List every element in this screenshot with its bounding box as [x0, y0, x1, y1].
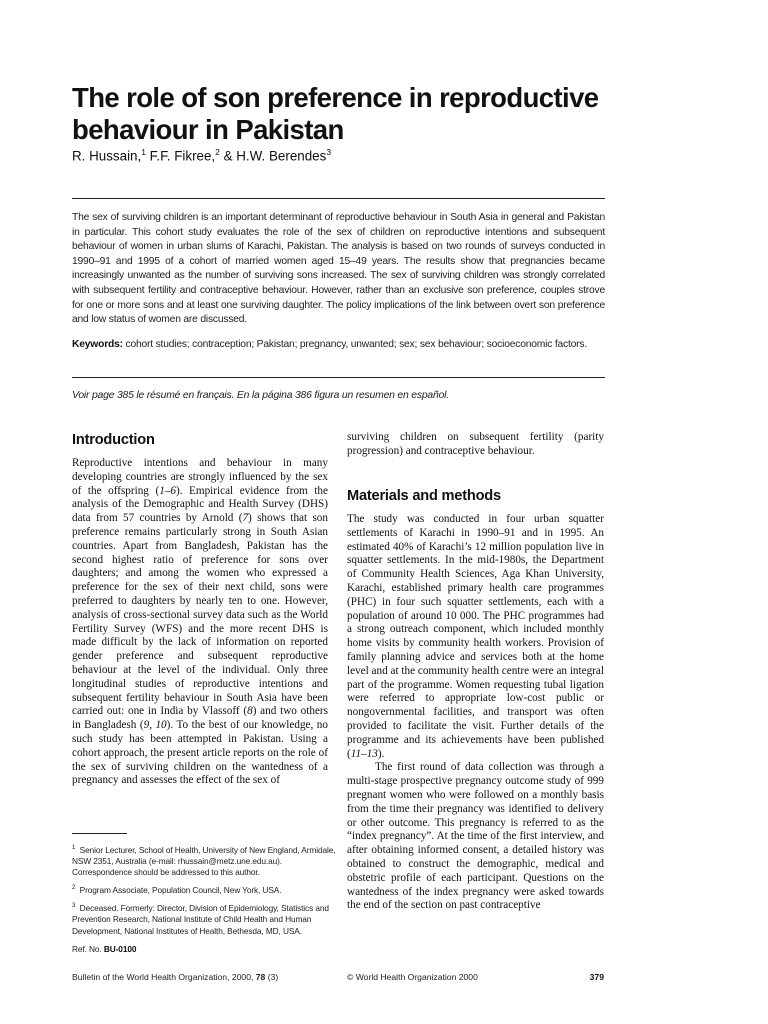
footnote-text: Program Associate, Population Council, New York, USA. [79, 885, 282, 896]
footer-issue: (3) [267, 972, 279, 982]
citation-ref: 7 [242, 512, 249, 525]
author-affiliation-marker: 3 [326, 147, 332, 157]
keywords-label: Keywords: [72, 339, 123, 350]
author-affiliation-marker: 2 [215, 147, 220, 157]
page-number: 379 [589, 972, 604, 982]
methods-paragraph: The first round of data collection was through a multi-stage prospective pregnancy outcome study of 999 pregnant women who were followed on a monthly basis from the time their pregnancy was identified to delivery or other outcome. This pregnancy is referred to as the “index pregnancy”. At the time of the first interview, and after obtaining informed consent, a detailed history was obtained to construct the demographic, medical and obstetric profile of each participant. Questions on the wantedness of the index pregnancy were asked towards the end of the section on past contraceptive [347, 761, 604, 912]
introduction-continuation: surviving children on subsequent fertility (parity progression) and contraceptive behaviour. [347, 431, 604, 457]
footer-copyright: © World Health Organization 2000 [347, 972, 478, 982]
footnote-number: 2 [72, 885, 76, 892]
reference-number [72, 944, 338, 955]
footer-journal-name: Bulletin of the World Health Organization, 2000, [72, 972, 254, 982]
footnote-number: 3 [72, 903, 76, 910]
introduction-heading: Introduction [72, 432, 155, 448]
footnote-divider [72, 833, 127, 834]
footnote-text: Deceased. Formerly: Director, Division of Epidemiology, Statistics and Prevention Research, National Institute of Child Health and Human Development, National Institutes of Health, Bethesda, MD, USA. [72, 903, 329, 936]
methods-heading: Materials and methods [347, 488, 501, 504]
methods-paragraph: The study was conducted in four urban squatter settlements of Karachi in 1990–91 and in 1995. An estimated 40% of Karachi’s 12 million population live in squatter settlements. In the mid-1980s, the Department of Community Health Sciences, Aga Khan University, Karachi, established primary health care programmes (PHC) in four such squatter settlements, each with a population of around 10 000. The PHC programmes had a strong outreach component, which included monthly home visits by community health workers. Provision of family planning advice and services both at the home level and at the community health centre were an integral part of the programme. Women requesting tubal ligation were referred to appropriate low-cost public or nongovernmental facilities, and transport was often provided to facilitate the visit. Further details of the programme and its achievements have been published (11–13). [347, 513, 604, 760]
citation-ref: 8 [247, 705, 253, 718]
abstract-top-rule [72, 198, 605, 199]
footer-journal-citation [72, 972, 278, 982]
citation-ref: 9, 10 [143, 719, 167, 732]
author-name: & H.W. Berendes [219, 148, 327, 164]
author-name: R. Hussain, [72, 148, 142, 164]
footnote-text: Senior Lecturer, School of Health, University of New England, Armidale, NSW 2351, Australia (e-mail: rhussain@metz.une.edu.au). Correspondence should be addressed to this author. [72, 844, 336, 878]
footnote-number: 1 [72, 845, 76, 851]
abstract-bottom-rule [72, 377, 605, 378]
keywords-block [72, 338, 605, 353]
abstract-text: The sex of surviving children is an important determinant of reproductive behaviour in South Asia in general and Pakistan in particular. This cohort study evaluates the role of the sex of children on reproductive intentions and subsequent behaviour of women in urban slums of Karachi, Pakistan. The analysis is based on two rounds of surveys conducted in 1990–91 and 1995 of a cohort of married women aged 15–49 years. The results show that pregnancies became increasingly unwanted as the number of surviving sons increased. The sex of surviving children was strongly correlated with subsequent fertility and contraceptive behaviour. However, rather than an exclusive son preference, couples strove for one or more sons and at least one surviving daughter. The policy implications of the link between overt son preference and low status of women are discussed. [72, 212, 605, 326]
translation-note: Voir page 385 le résumé en français. En la página 386 figura un resumen en español. [72, 390, 449, 401]
methods-column [347, 513, 604, 913]
reference-number-label: Ref. No. [72, 943, 102, 954]
introduction-paragraph: Reproductive intentions and behaviour in many developing countries are strongly influenced by the sex of the offspring (1–6). Empirical evidence from the analysis of the Demographic and Health Survey (DHS) data from 57 countries by Arnold (7) shows that son preference remains particularly strong in South Asian countries. Apart from Bangladesh, Pakistan has the second highest ratio of preference for sons over daughters; and among the women who expressed a preference for the sex of their next child, sons were preferred to daughters by nearly ten to one. However, analysis of cross-sectional survey data such as the World Fertility Survey (WFS) and the more recent DHS is made difficult by the lack of information on reported gender preference and subsequent reproductive behaviour at the level of the individual. Only three longitudinal studies of reproductive intentions and subsequent fertility behaviour in South Asia have been carried out: one in India by Vlassoff (8) and two others in Bangladesh (9, 10). To the best of our knowledge, no such study has been attempted in Pakistan. Using a cohort approach, the present article reports on the role of the sex of surviving children on the wantedness of a pregnancy and assesses the effect of the sex of [72, 457, 328, 787]
reference-number-value: BU-0100 [103, 943, 137, 954]
footnote [72, 883, 338, 896]
author-list [72, 147, 331, 163]
author-affiliation-marker: 1 [141, 147, 146, 157]
citation-ref: 1–6 [159, 484, 176, 497]
author-name: F.F. Fikree, [145, 148, 216, 164]
article-title: The role of son preference in reproductive behaviour in Pakistan [72, 82, 599, 145]
left-column [72, 457, 328, 788]
footer-volume: 78 [255, 972, 266, 982]
footnote [72, 901, 338, 936]
right-column-continuation [347, 431, 604, 459]
citation-ref: 11–13 [350, 747, 378, 760]
footnote [72, 843, 338, 878]
keywords-text: cohort studies; contraception; Pakistan; pregnancy, unwanted; sex; sex behaviour; socioeconomic factors. [122, 339, 588, 350]
footnotes [72, 843, 338, 955]
